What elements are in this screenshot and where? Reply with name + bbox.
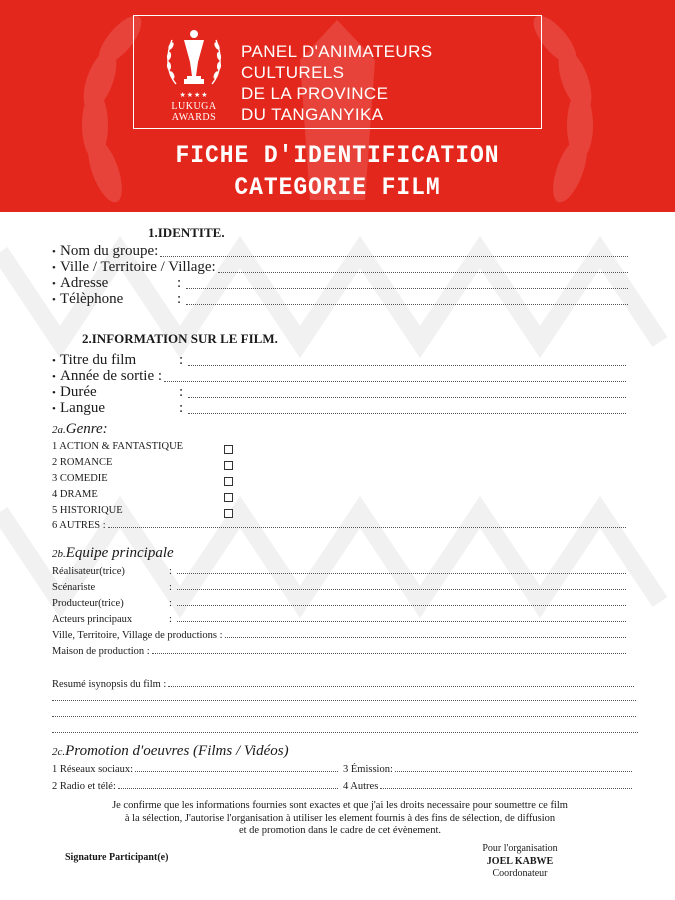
field-colon: : xyxy=(169,614,172,625)
fill-line[interactable] xyxy=(186,288,628,289)
field-label: Ville, Territoire, Village de productions : xyxy=(52,630,223,641)
field-colon: : xyxy=(169,566,172,577)
fill-line[interactable] xyxy=(380,788,632,789)
genre-checkbox-historique[interactable] xyxy=(224,509,233,518)
genre-checkbox-drame[interactable] xyxy=(224,493,233,502)
field-label: Titre du film xyxy=(60,352,137,368)
fill-line[interactable] xyxy=(395,771,632,772)
field-telephone[interactable] xyxy=(52,291,628,308)
section-identite-heading: 1.IDENTITE. xyxy=(148,225,225,240)
field-colon: : xyxy=(179,352,184,368)
genre-prefix: 2a. xyxy=(52,424,66,436)
field-ville[interactable] xyxy=(52,259,628,276)
fill-line[interactable] xyxy=(218,272,628,273)
field-annee-de-sortie[interactable] xyxy=(52,368,626,385)
fill-line[interactable] xyxy=(135,771,338,772)
logo-text xyxy=(154,90,234,123)
field-autres-promotion[interactable] xyxy=(343,781,632,792)
field-label: Resumé isynopsis du film : xyxy=(52,679,167,690)
field-label: Télèphone xyxy=(60,291,124,307)
confirmation-statement xyxy=(40,800,640,838)
promotion-title: Promotion d'oeuvres (Films / Vidéos) xyxy=(65,743,289,759)
field-label: Durée xyxy=(60,384,97,400)
field-maison-production[interactable] xyxy=(52,646,626,657)
form-title xyxy=(27,140,648,204)
equipe-prefix: 2b. xyxy=(52,548,66,560)
bullet-icon: • xyxy=(52,387,56,399)
field-reseaux-sociaux[interactable] xyxy=(52,764,338,775)
field-colon: : xyxy=(179,400,184,416)
fill-line[interactable] xyxy=(186,304,628,305)
confirm-line: Je confirme que les informations fournies sont exactes et que j'ai les droits necessaire pour soumettre ce film xyxy=(112,800,568,811)
bullet-icon: • xyxy=(52,262,56,274)
fill-line[interactable] xyxy=(177,589,626,590)
field-adresse[interactable] xyxy=(52,275,628,292)
bullet-icon: • xyxy=(52,294,56,306)
org-name-line3: DU TANGANYIKA xyxy=(241,105,384,124)
bullet-icon: • xyxy=(52,371,56,383)
promotion-heading xyxy=(52,743,289,760)
field-label: 6 AUTRES : xyxy=(52,520,106,531)
genre-option-label: 5 HISTORIQUE xyxy=(52,505,123,516)
field-synopsis[interactable] xyxy=(52,679,634,690)
field-colon: : xyxy=(177,275,182,291)
organization-signature-block xyxy=(450,843,590,881)
genre-option-label: 4 DRAME xyxy=(52,489,98,500)
fill-line[interactable] xyxy=(188,397,626,398)
bullet-icon: • xyxy=(52,246,56,258)
field-label: Réalisateur(trice) xyxy=(52,566,125,577)
field-label: Nom du groupe: xyxy=(60,243,159,259)
bullet-icon: • xyxy=(52,278,56,290)
bullet-icon: • xyxy=(52,355,56,367)
confirm-line: et de promotion dans le cadre de cet évènement. xyxy=(238,825,442,836)
field-emission[interactable] xyxy=(343,764,632,775)
promotion-prefix: 2c. xyxy=(52,746,66,758)
genre-checkbox-romance[interactable] xyxy=(224,461,233,470)
field-duree[interactable] xyxy=(52,384,626,401)
fill-line[interactable] xyxy=(108,527,626,528)
fill-line[interactable] xyxy=(152,653,626,654)
field-scenariste[interactable] xyxy=(52,582,626,593)
synopsis-line[interactable] xyxy=(52,732,638,733)
field-label: Acteurs principaux xyxy=(52,614,133,625)
org-person-name: JOEL KABWE xyxy=(486,855,554,867)
field-ville-production[interactable] xyxy=(52,630,626,641)
field-label: Scénariste xyxy=(52,582,96,593)
logo-stars: ★★★★ xyxy=(179,91,209,99)
fill-line[interactable] xyxy=(188,413,626,414)
form-title-line1: FICHE D'IDENTIFICATION xyxy=(175,141,500,170)
field-label: 2 Radio et télé: xyxy=(52,781,116,792)
genre-option-label: 3 COMEDIE xyxy=(52,473,108,484)
field-langue[interactable] xyxy=(52,400,626,417)
genre-option-label: 1 ACTION & FANTASTIQUE xyxy=(52,441,184,452)
field-colon: : xyxy=(177,291,182,307)
genre-checkbox-action[interactable] xyxy=(224,445,233,454)
fill-line[interactable] xyxy=(188,365,626,366)
signature-participant-label: Signature Participant(e) xyxy=(65,852,169,863)
field-label: Adresse xyxy=(60,275,109,291)
fill-line[interactable] xyxy=(177,621,626,622)
form-title-line2: CATEGORIE FILM xyxy=(234,173,441,202)
org-for-label: Pour l'organisation xyxy=(482,843,558,854)
synopsis-line[interactable] xyxy=(52,716,636,717)
org-person-role: Coordonateur xyxy=(492,868,548,879)
genre-heading xyxy=(52,421,108,438)
fill-line[interactable] xyxy=(164,381,626,382)
logo-name-line1: LUKUGA xyxy=(171,101,217,112)
fill-line[interactable] xyxy=(168,686,634,687)
field-label: Producteur(trice) xyxy=(52,598,124,609)
org-name-line1: PANEL D'ANIMATEURS CULTURELS xyxy=(241,42,433,82)
genre-option-label: 2 ROMANCE xyxy=(52,457,113,468)
equipe-heading xyxy=(52,545,174,562)
organization-box xyxy=(133,15,542,129)
field-producteur[interactable] xyxy=(52,598,626,609)
logo-name-line2: AWARDS xyxy=(171,112,217,123)
fill-line[interactable] xyxy=(160,256,628,257)
genre-checkbox-comedie[interactable] xyxy=(224,477,233,486)
field-label: Maison de production : xyxy=(52,646,150,657)
field-label: Langue xyxy=(60,400,105,416)
confirm-line: à la sélection, J'autorise l'organisation à utiliser les element fournis à des fins de sélection, de diffusion xyxy=(124,812,556,824)
field-titre-du-film[interactable] xyxy=(52,352,626,369)
equipe-title: Equipe principale xyxy=(65,545,174,561)
field-genre-autres[interactable] xyxy=(52,520,626,531)
field-realisateur[interactable] xyxy=(52,566,626,577)
synopsis-line[interactable] xyxy=(52,700,636,701)
organization-name xyxy=(241,41,541,125)
field-label: Année de sortie : xyxy=(60,368,163,384)
field-label: 3 Émission: xyxy=(343,764,393,775)
field-colon: : xyxy=(179,384,184,400)
fill-line[interactable] xyxy=(118,788,338,789)
field-acteurs[interactable] xyxy=(52,614,626,625)
field-colon: : xyxy=(169,598,172,609)
field-label: Ville / Territoire / Village: xyxy=(60,259,216,275)
genre-title: Genre: xyxy=(65,421,108,437)
section-film-heading: 2.INFORMATION SUR LE FILM. xyxy=(82,331,278,346)
field-nom-du-groupe[interactable] xyxy=(52,243,628,260)
fill-line[interactable] xyxy=(177,573,626,574)
org-name-line2: DE LA PROVINCE xyxy=(241,84,389,103)
fill-line[interactable] xyxy=(225,637,626,638)
field-label: 1 Réseaux sociaux: xyxy=(52,764,134,775)
field-colon: : xyxy=(169,582,172,593)
field-radio-tele[interactable] xyxy=(52,781,338,792)
fill-line[interactable] xyxy=(177,605,626,606)
header-banner xyxy=(0,0,675,212)
field-label: 4 Autres xyxy=(343,781,379,792)
bullet-icon: • xyxy=(52,403,56,415)
